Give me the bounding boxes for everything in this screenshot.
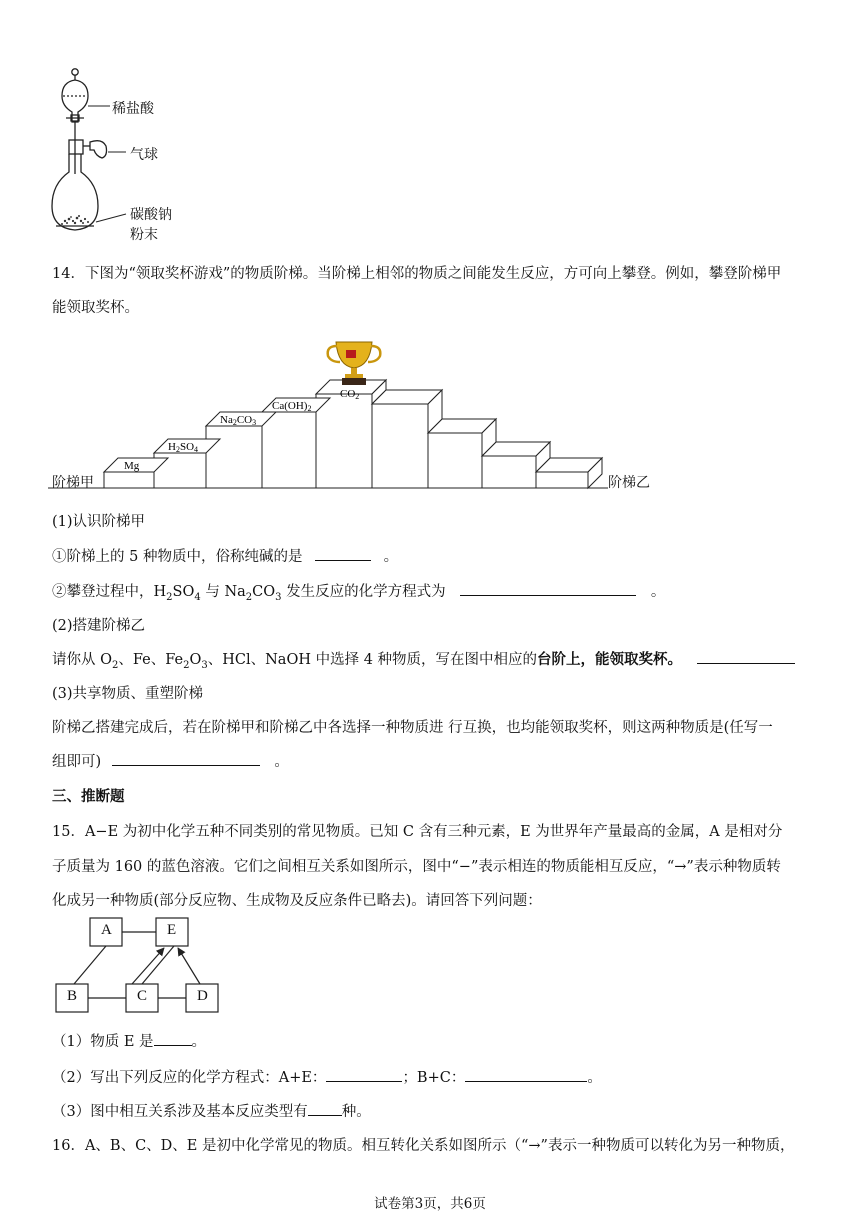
q15-sub2-end: 。 xyxy=(587,1070,602,1086)
stairs-right-label: 阶梯乙 xyxy=(608,475,650,491)
label-balloon: 气球 xyxy=(130,147,158,163)
q15-sub1-end: 。 xyxy=(191,1034,207,1050)
q16-line-1: 16．A、B、C、D、E 是初中化学常见的物质。相互转化关系如图所示（“→”表示一种物质可以转化为另一种物质， xyxy=(52,1138,795,1154)
q15-sub1 xyxy=(52,1030,206,1051)
q14-part1-q2 xyxy=(52,580,665,601)
node-d: D xyxy=(197,988,208,1004)
q15-sub3 xyxy=(52,1100,371,1121)
q15-line-3: 化成另一种物质(部分反应物、生成物及反应条件已略去)。请回答下列问题： xyxy=(52,893,542,909)
trophy-icon xyxy=(328,342,381,385)
answer-blank-types[interactable] xyxy=(308,1101,342,1116)
label-dilute-hcl: 稀盐酸 xyxy=(112,101,154,117)
flask-diagram xyxy=(50,66,130,246)
answer-blank-e[interactable] xyxy=(154,1031,192,1046)
q15-sub1-text: （1）物质 E 是 xyxy=(52,1034,154,1050)
q14-part2-bold: 台阶上，能领取奖杯。 xyxy=(537,651,683,668)
section-title: 三、推断题 xyxy=(52,788,125,805)
step-label-caoh2: Ca(OH)2 xyxy=(272,400,312,413)
q14-part3-title: (3)共享物质、重塑阶梯 xyxy=(52,686,204,702)
page-footer: 试卷第3页，共6页 xyxy=(374,1196,486,1212)
q14-part2-title: (2)搭建阶梯乙 xyxy=(52,618,146,634)
stairs-left-label: 阶梯甲 xyxy=(52,475,94,491)
q14-part1-title: (1)认识阶梯甲 xyxy=(52,514,146,530)
step-label-h2so4: H2SO4 xyxy=(168,441,199,454)
q15-sub2 xyxy=(52,1066,602,1087)
q14-part3-end: 。 xyxy=(274,754,289,770)
q14-part3-line-1: 阶梯乙搭建完成后，若在阶梯甲和阶梯乙中各选择一种物质进 行互换，也均能领取奖杯，则这两种物质是(任写一 xyxy=(52,720,773,736)
q14-part1-q1 xyxy=(52,545,398,566)
q15-sub3-end: 种。 xyxy=(341,1104,371,1120)
q14-part1-q1-text: ①阶梯上的 5 种物质中，俗称纯碱的是 xyxy=(52,549,303,565)
answer-blank-swap[interactable] xyxy=(112,751,260,766)
answer-blank-a-e[interactable] xyxy=(326,1067,402,1082)
q15-sub2-text: （2）写出下列反应的化学方程式：A+E： xyxy=(52,1070,327,1086)
node-a: A xyxy=(101,922,112,938)
q14-part1-q2-end: 。 xyxy=(650,584,666,600)
step-label-mg: Mg xyxy=(124,460,140,472)
relation-diagram xyxy=(52,916,222,1016)
q14-part3-line-2 xyxy=(52,750,289,771)
q15-line-2: 子质量为 160 的蓝色溶液。它们之间相互关系如图所示，图中“−”表示相连的物质能相互反应，“→”表示种物质转 xyxy=(52,859,781,875)
answer-blank-equation[interactable] xyxy=(460,581,636,596)
q14-part2-prefix: 请你从 xyxy=(52,652,101,668)
q14-part2-line xyxy=(52,648,795,669)
q14-part2-substances: $O_2$、Fe、$Fe_2O_3$、HCl xyxy=(100,652,251,671)
q14-intro-line-1: 14．下图为“领取奖杯游戏”的物质阶梯。当阶梯上相邻的物质之间能发生反应，方可向上攀登。例如，攀登阶梯甲 xyxy=(52,266,782,282)
node-c: C xyxy=(137,988,148,1004)
answer-blank-b-c[interactable] xyxy=(465,1067,587,1082)
stairs-diagram xyxy=(48,330,668,500)
q14-part1-q2-lead: ②攀登过程中，$H_2SO_4$ 与 $Na_2CO_3$ xyxy=(52,584,282,603)
node-b: B xyxy=(67,988,78,1004)
stairs-figure xyxy=(48,330,668,500)
answer-blank-stairs[interactable] xyxy=(697,649,795,664)
step-label-co2: CO2 xyxy=(340,388,360,401)
label-powder: 粉末 xyxy=(130,227,158,243)
apparatus-figure xyxy=(50,66,200,246)
answer-blank-soda[interactable] xyxy=(315,546,371,561)
q15-sub3-text: （3）图中相互关系涉及基本反应类型有 xyxy=(52,1104,308,1120)
step-label-na2co3: Na2CO3 xyxy=(220,414,257,427)
q14-part3-prefix: 组即可) xyxy=(52,754,102,770)
label-sodium-carbonate: 碳酸钠 xyxy=(130,207,172,223)
q14-part1-q2-text: 发生反应的化学方程式为 xyxy=(286,584,446,600)
q14-intro-line-2: 能领取奖杯。 xyxy=(52,300,139,316)
q14-part2-mid: 、NaOH 中选择 4 种物质，写在图中相应的 xyxy=(250,652,538,668)
q15-sub2-mid: ；B+C： xyxy=(402,1070,466,1086)
q14-part1-q1-end: 。 xyxy=(383,549,399,565)
node-e: E xyxy=(167,922,177,938)
q15-line-1: 15．A−E 为初中化学五种不同类别的常见物质。已知 C 含有三种元素，E 为世界年产量最高的金属，A 是相对分 xyxy=(52,824,783,840)
